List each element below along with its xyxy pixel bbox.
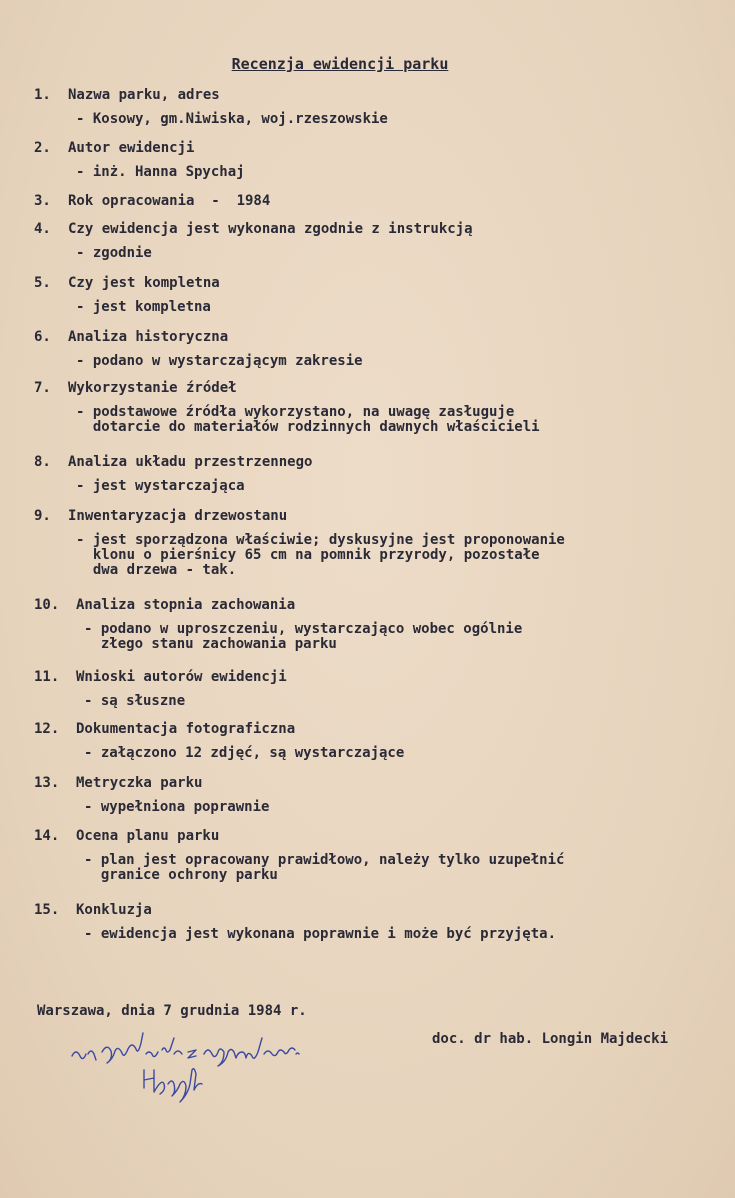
item-number: 10. — [34, 597, 60, 613]
review-item-question — [34, 222, 714, 237]
document-title: Recenzja ewidencji parku — [231, 55, 449, 73]
review-item-answer: - podstawowe źródła wykorzystano, na uwagę zasługuje dotarcie do materiałów rodzinnych dawnych właścicieli — [76, 404, 540, 435]
item-number: 8. — [34, 454, 51, 470]
review-item-answer: - jest kompletna — [76, 299, 211, 315]
review-item-question — [34, 598, 714, 613]
review-item-answer: - inż. Hanna Spychaj — [76, 164, 245, 180]
item-number: 7. — [34, 380, 51, 396]
review-list — [34, 88, 714, 942]
review-item-question — [34, 194, 714, 209]
review-item-answer: - wypełniona poprawnie — [84, 799, 270, 815]
review-item-question — [34, 88, 714, 103]
item-question-text: Wykorzystanie źródeł — [68, 380, 237, 396]
item-question-text: Czy ewidencja jest wykonana zgodnie z instrukcją — [68, 221, 473, 237]
review-item-answer: - załączono 12 zdjęć, są wystarczające — [84, 745, 405, 761]
signer-name: doc. dr hab. Longin Majdecki — [432, 1031, 669, 1047]
review-item-answer: - Kosowy, gm.Niwiska, woj.rzeszowskie — [76, 111, 388, 127]
review-item-question — [34, 829, 714, 844]
review-item-answer: - plan jest opracowany prawidłowo, należy tylko uzupełnić granice ochrony parku — [84, 852, 565, 883]
review-item-answer: - jest wystarczająca — [76, 478, 245, 494]
review-item-answer: - podano w uproszczeniu, wystarczająco wobec ogólnie złego stanu zachowania parku — [84, 621, 523, 652]
item-number: 6. — [34, 329, 51, 345]
review-item-answer: - ewidencja jest wykonana poprawnie i może być przyjęta. — [84, 926, 557, 942]
item-number: 5. — [34, 275, 51, 291]
item-question-text: Analiza układu przestrzennego — [68, 454, 313, 470]
review-item-question — [34, 276, 714, 291]
item-question-text: Analiza stopnia zachowania — [76, 597, 296, 613]
review-item-answer: - podano w wystarczającym zakresie — [76, 353, 363, 369]
review-item-answer: - są słuszne — [84, 693, 186, 709]
handwritten-annotation — [68, 1030, 358, 1120]
review-item-answer: - zgodnie — [76, 245, 152, 261]
item-question-text: Czy jest kompletna — [68, 275, 220, 291]
item-number: 1. — [34, 87, 51, 103]
item-question-text: Analiza historyczna — [68, 329, 229, 345]
date-line: Warszawa, dnia 7 grudnia 1984 r. — [37, 1003, 307, 1019]
item-number: 2. — [34, 140, 51, 156]
review-item-question — [34, 670, 714, 685]
item-number: 4. — [34, 221, 51, 237]
item-question-text: Dokumentacja fotograficzna — [76, 721, 296, 737]
item-question-text: Inwentaryzacja drzewostanu — [68, 508, 288, 524]
review-item-question — [34, 455, 714, 470]
item-question-text: Autor ewidencji — [68, 140, 195, 156]
review-item-question — [34, 330, 714, 345]
handwritten-signature-image — [68, 1030, 358, 1120]
review-item-question — [34, 381, 714, 396]
item-number: 9. — [34, 508, 51, 524]
item-number: 11. — [34, 669, 60, 685]
item-number: 12. — [34, 721, 60, 737]
item-number: 3. — [34, 193, 51, 209]
review-item-question — [34, 722, 714, 737]
item-question-text: Wnioski autorów ewidencji — [76, 669, 287, 685]
item-question-text: Ocena planu parku — [76, 828, 220, 844]
review-item-question — [34, 141, 714, 156]
item-number: 13. — [34, 775, 60, 791]
review-item-question — [34, 509, 714, 524]
item-question-text: Metryczka parku — [76, 775, 203, 791]
review-item-question — [34, 903, 714, 918]
item-number: 15. — [34, 902, 60, 918]
review-item-answer: - jest sporządzona właściwie; dyskusyjne jest proponowanie klonu o pierśnicy 65 cm na pomnik przyrody, pozostałe dwa drzewa - tak. — [76, 532, 565, 578]
item-question-text: Nazwa parku, adres — [68, 87, 220, 103]
review-item-question — [34, 776, 714, 791]
item-number: 14. — [34, 828, 60, 844]
item-question-text: Rok opracowania - 1984 — [68, 193, 271, 209]
item-question-text: Konkluzja — [76, 902, 152, 918]
